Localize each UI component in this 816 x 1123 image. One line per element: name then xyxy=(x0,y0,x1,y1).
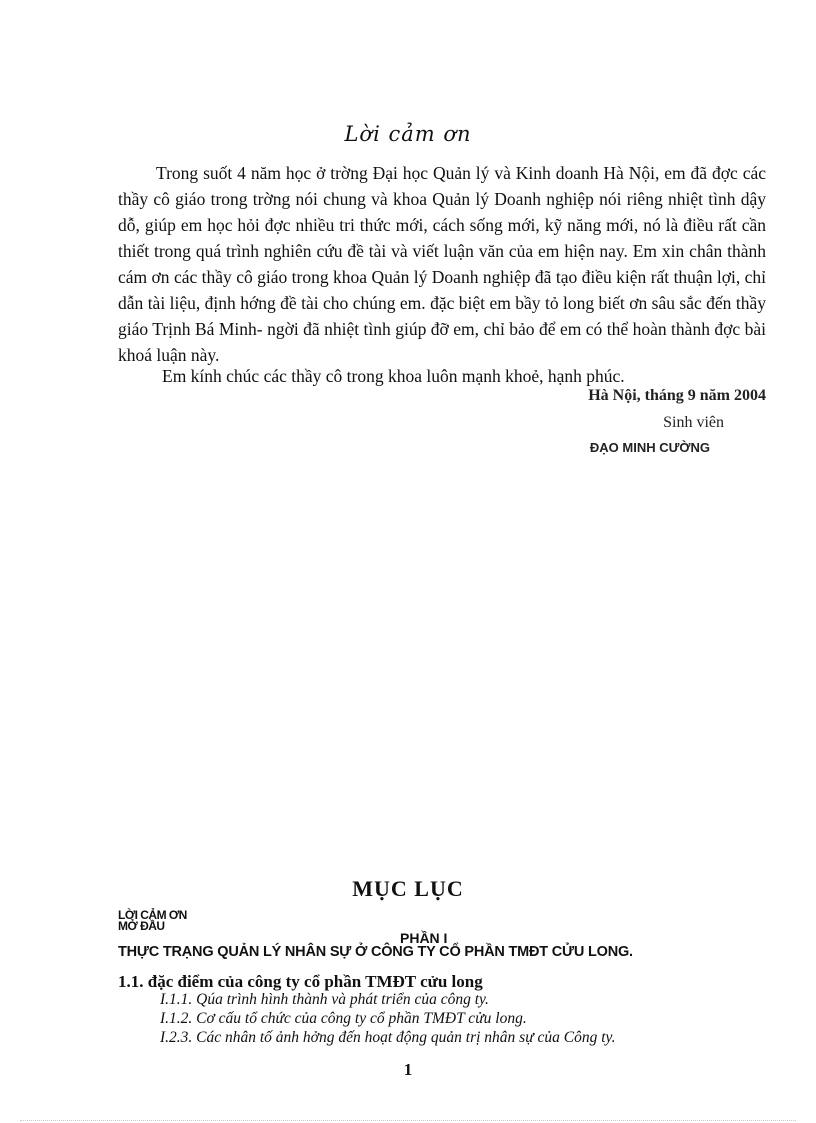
page-heading: Lời cảm ơn xyxy=(344,122,472,146)
toc-title: MỤC LỤC xyxy=(352,876,464,901)
signature-place-date: Hà Nội, tháng 9 năm 2004 xyxy=(588,387,766,404)
toc-section[interactable]: 1.1. đặc điểm của công ty cổ phần TMĐT cửu long xyxy=(118,972,483,991)
toc-subsection-2[interactable]: I.1.2. Cơ cấu tổ chức của công ty cổ phần TMĐT cửu long. xyxy=(160,1010,527,1027)
page-number: 1 xyxy=(403,1060,413,1079)
wishes-paragraph: Em kính chúc các thầy cô trong khoa luôn mạnh khoẻ, hạnh phúc. xyxy=(162,366,625,386)
toc-subsection-3[interactable]: I.2.3. Các nhân tố ảnh hởng đến hoạt động quản trị nhân sự của Công ty. xyxy=(160,1029,616,1046)
signature-name: ĐẠO MINH CƯỜNG xyxy=(589,440,710,455)
toc-subsection-1[interactable]: I.1.1. Qúa trình hình thành và phát triển của công ty. xyxy=(160,991,489,1008)
toc-entry-acknowledgement[interactable]: LỜI CẢM ƠN xyxy=(118,908,187,922)
acknowledgement-paragraph: Trong suốt 4 năm học ở trờng Đại học Quản lý và Kinh doanh Hà Nội, em đã đợc các thầy cô giáo trong trờng nói chung và khoa Quản lý Doanh nghiệp nói riêng nhiệt tình dậy dỗ, giúp em học hỏi đợc nhiều tri thức mới, cách sống mới, kỹ năng mới, nó là điều rất cần thiết trong quá trình nghiên cứu đề tài và viết luận văn của em hiện nay. Em xin chân thành cám ơn các thầy cô giáo trong khoa Quản lý Doanh nghiệp đã tạo điều kiện rất thuận lợi, chỉ dẫn tài liệu, định hớng đề tài cho chúng em. đặc biệt em bầy tỏ long biết ơn sâu sắc đến thầy giáo Trịnh Bá Minh- ngời đã nhiệt tình giúp đỡ em, chỉ bảo để em có thể hoàn thành đợc bài khoá luận này. xyxy=(118,163,766,365)
signature-role: Sinh viên xyxy=(663,414,724,431)
page-footer-divider xyxy=(20,1120,796,1121)
toc-part-label: PHẦN I xyxy=(400,930,448,946)
toc-entry-introduction[interactable]: MỞ ĐẦU xyxy=(118,919,165,933)
toc-part-title[interactable]: THỰC TRẠNG QUẢN LÝ NHÂN SỰ Ở CÔNG TY CỔ PHẦN TMĐT CỬU LONG. xyxy=(118,944,633,960)
